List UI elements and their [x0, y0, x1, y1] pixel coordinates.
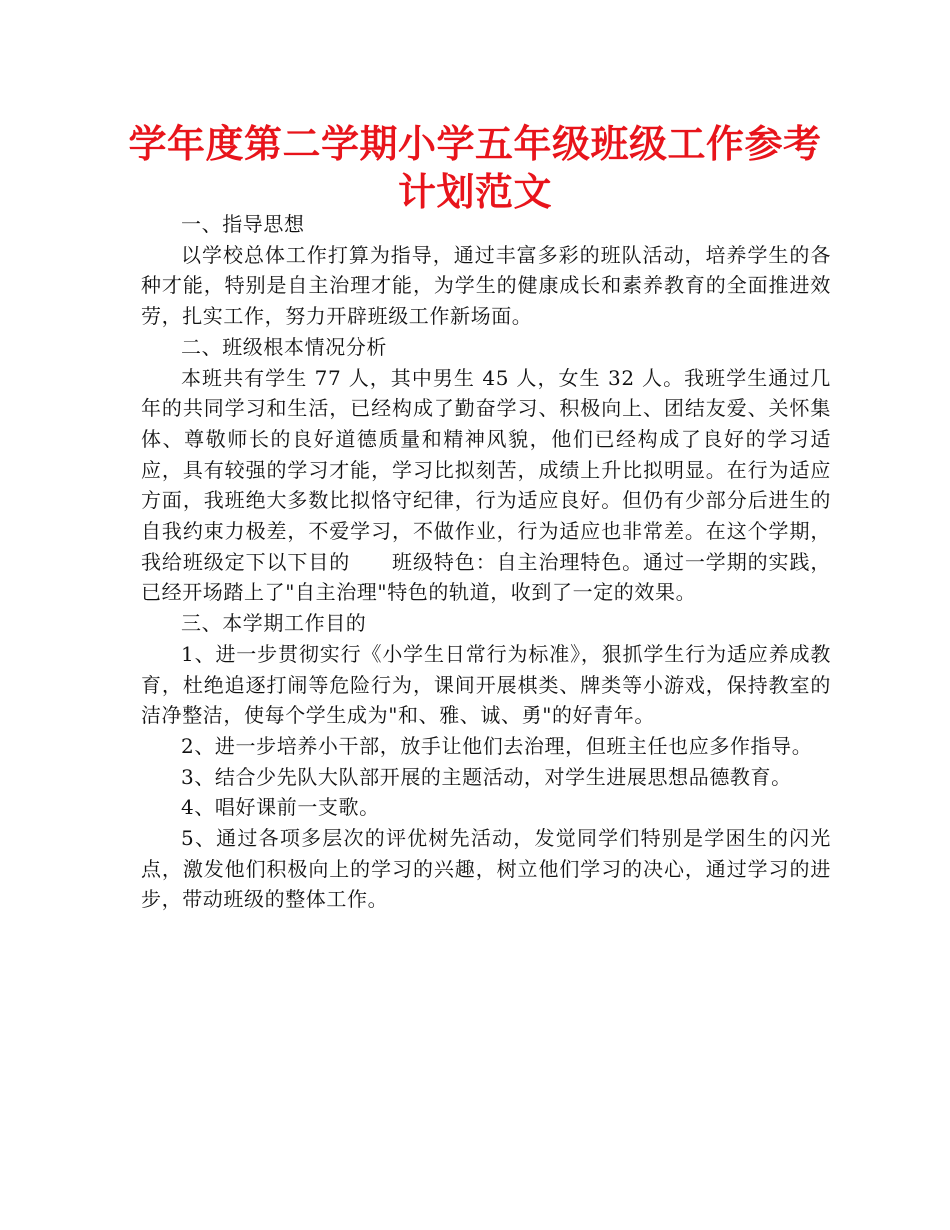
paragraph-guiding-thought: 以学校总体工作打算为指导，通过丰富多彩的班队活动，培养学生的各种才能，特别是自主治理才能，为学生的健康成长和素养教育的全面推进效劳，扎实工作，努力开辟班级工作新场面。 [141, 242, 831, 329]
section-heading-guiding-thought: 一、指导思想 [181, 212, 305, 236]
section-heading-work-goals: 三、本学期工作目的 [181, 611, 367, 636]
list-item-goal-2: 2、进一步培养小干部，放手让他们去治理，但班主任也应多作指导。 [181, 733, 813, 758]
paragraph-class-analysis: 本班共有学生 77 人，其中男生 45 人，女生 32 人。我班学生通过几年的共同学习和生活，已经构成了勤奋学习、积极向上、团结友爱、关怀集体、尊敬师长的良好道德质量和精神风貌，他们已经构成了良好的学习适应，具有较强的学习才能，学习比拟刻苦，成绩上升比拟明显。在行为适应方面，我班绝大多数比拟恪守纪律，行为适应良好。但仍有少部分后进生的自我约束力极差，不爱学习，不做作业，行为适应也非常差。在这个学期，我给班级定下以下目的 班级特色：自主治理特色。通过一学期的实践，已经开场踏上了"自主治理"特色的轨道，收到了一定的效果。 [141, 365, 831, 605]
title-line-1: 学年度第二学期小学五年级班级工作参考 [128, 122, 822, 166]
document-title [100, 120, 850, 216]
section-heading-class-analysis: 二、班级根本情况分析 [181, 334, 387, 359]
list-item-goal-5: 5、通过各项多层次的评优树先活动，发觉同学们特别是学困生的闪光点，激发他们积极向上的学习的兴趣，树立他们学习的决心，通过学习的进步，带动班级的整体工作。 [141, 826, 831, 912]
title-line-2: 计划范文 [397, 170, 552, 214]
list-item-goal-4: 4、唱好课前一支歌。 [181, 795, 380, 820]
document-body [141, 209, 831, 915]
list-item-goal-1: 1、进一步贯彻实行《小学生日常行为标准》，狠抓学生行为适应养成教育，杜绝追逐打闹等危险行为，课间开展棋类、牌类等小游戏，保持教室的洁净整洁，使每个学生成为"和、雅、诚、勇"的好青年。 [141, 641, 831, 728]
list-item-goal-3: 3、结合少先队大队部开展的主题活动，对学生进展思想品德教育。 [181, 764, 792, 789]
